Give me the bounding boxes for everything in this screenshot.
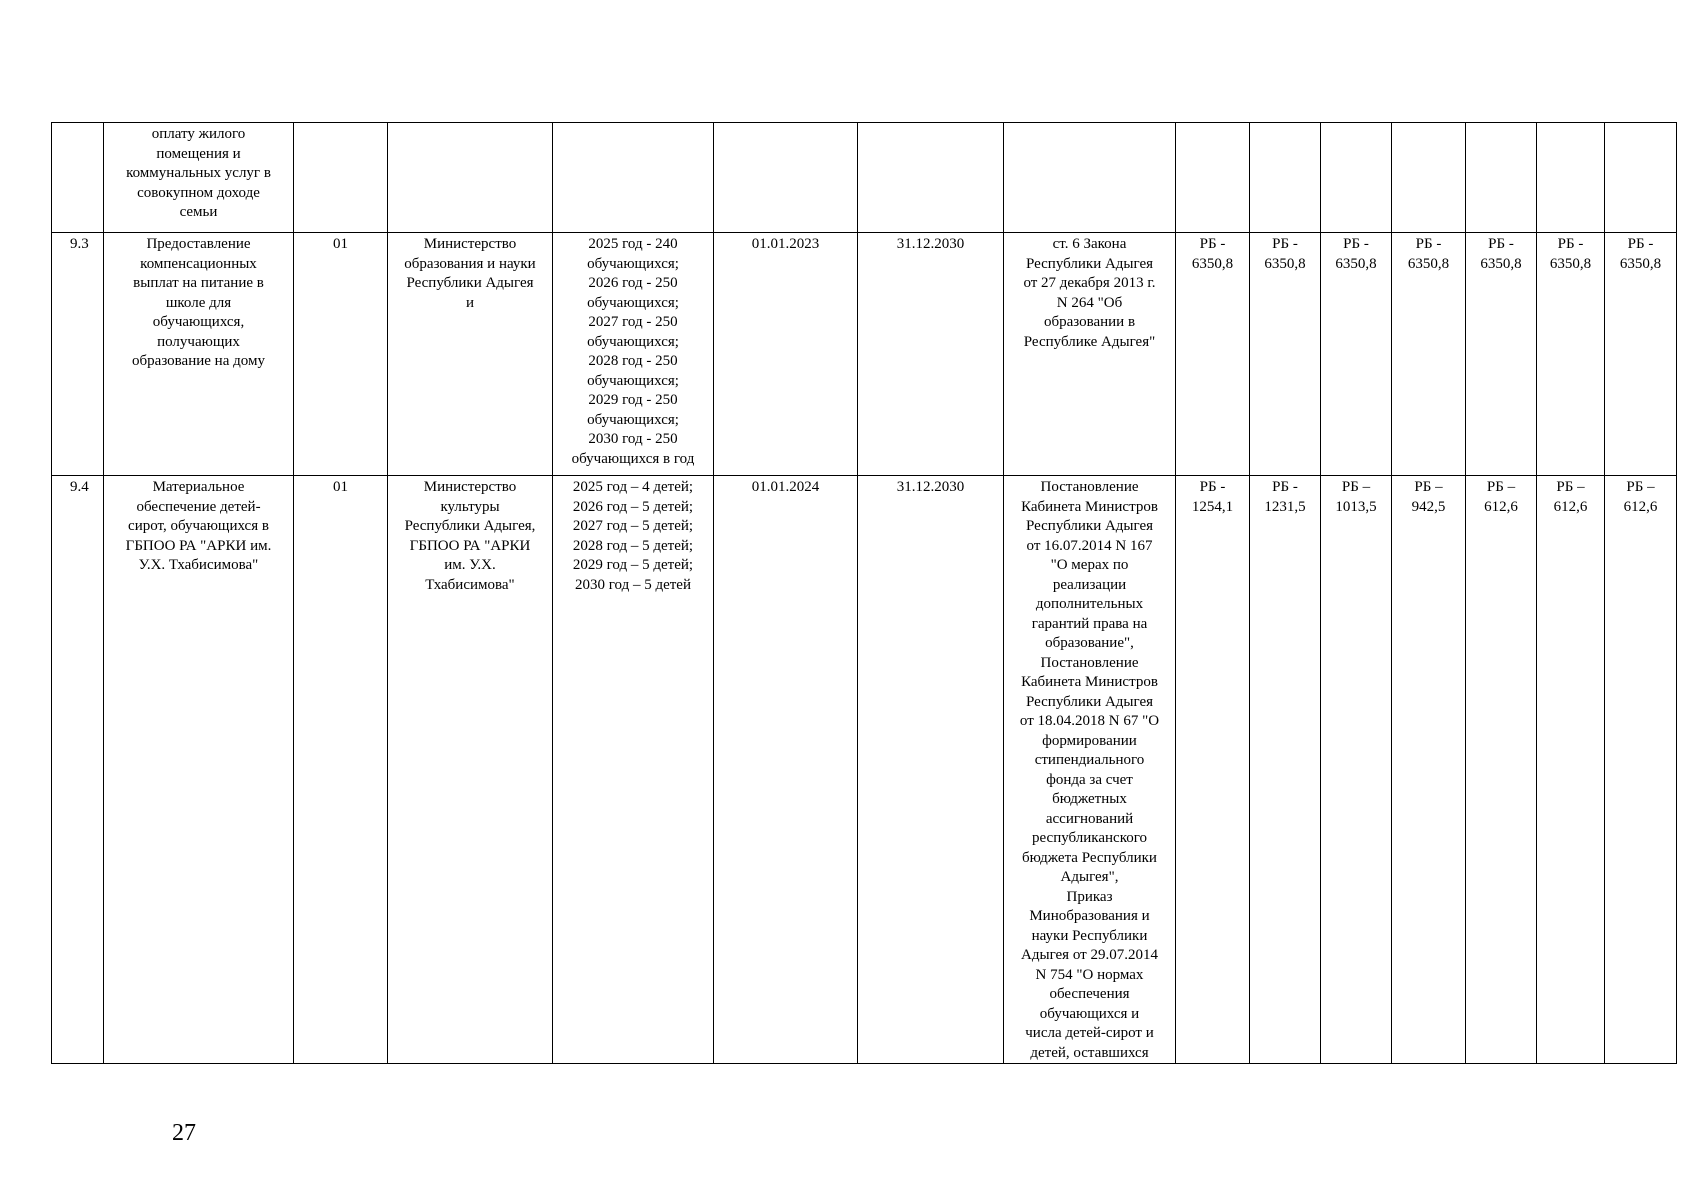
cell-funding: РБ - 6350,8 [1250, 233, 1321, 476]
table-row-9-3 [52, 233, 1677, 476]
cell-funding: РБ - 6350,8 [1537, 233, 1605, 476]
page-number: 27 [172, 1120, 196, 1146]
cell-legal-basis: Постановление Кабинета Министров Республики Адыгея от 16.07.2014 N 167 "О мерах по реализации дополнительных гарантий права на образование", Постановление Кабинета Министров Республики Адыгея от 18.04.2018 N 67 "О формировании стипендиального фонда за счет бюджетных ассигнований республиканского бюджета Республики Адыгея", Приказ Минобразования и науки Республики Адыгея от 29.07.2014 N 754 "О нормах обеспечения обучающихся и числа детей-сирот и детей, оставшихся [1004, 476, 1176, 1064]
cell-measure-name: оплату жилого помещения и коммунальных услуг в совокупном доходе семьи [104, 123, 294, 233]
cell-funding: РБ – 1013,5 [1321, 476, 1392, 1064]
cell-funding: РБ – 612,6 [1537, 476, 1605, 1064]
cell-number [52, 123, 104, 233]
cell-funding: РБ – 612,6 [1466, 476, 1537, 1064]
cell-funding: РБ - 6350,8 [1605, 233, 1677, 476]
cell-funding: РБ - 6350,8 [1176, 233, 1250, 476]
cell-recipients: 2025 год – 4 детей; 2026 год – 5 детей; 2027 год – 5 детей; 2028 год – 5 детей; 2029 год – 5 детей; 2030 год – 5 детей [553, 476, 714, 1064]
cell-measure-name: Предоставление компенсационных выплат на питание в школе для обучающихся, получающих образование на дому [104, 233, 294, 476]
cell-start-date: 01.01.2024 [714, 476, 858, 1064]
measures-table [51, 122, 1677, 1064]
cell-code: 01 [294, 233, 388, 476]
cell-executor: Министерство образования и науки Республики Адыгея и [388, 233, 553, 476]
cell-number: 9.4 [52, 476, 104, 1064]
cell-funding: РБ – 942,5 [1392, 476, 1466, 1064]
cell-end-date: 31.12.2030 [858, 233, 1004, 476]
cell-executor: Министерство культуры Республики Адыгея, ГБПОО РА "АРКИ им. У.Х. Тхабисимова" [388, 476, 553, 1064]
cell-funding: РБ - 6350,8 [1321, 233, 1392, 476]
cell-funding: РБ - 6350,8 [1466, 233, 1537, 476]
table-row-9-4 [52, 476, 1677, 1064]
cell-measure-name: Материальное обеспечение детей- сирот, обучающихся в ГБПОО РА "АРКИ им. У.Х. Тхабисимова" [104, 476, 294, 1064]
cell-end-date: 31.12.2030 [858, 476, 1004, 1064]
cell-funding: РБ - 6350,8 [1392, 233, 1466, 476]
cell-code: 01 [294, 476, 388, 1064]
cell-number: 9.3 [52, 233, 104, 476]
cell-start-date: 01.01.2023 [714, 233, 858, 476]
cell-legal-basis: ст. 6 Закона Республики Адыгея от 27 декабря 2013 г. N 264 "Об образовании в Республике Адыгея" [1004, 233, 1176, 476]
table-row-continuation [52, 123, 1677, 233]
cell-recipients: 2025 год - 240 обучающихся; 2026 год - 250 обучающихся; 2027 год - 250 обучающихся; 2028 год - 250 обучающихся; 2029 год - 250 обучающихся; 2030 год - 250 обучающихся в год [553, 233, 714, 476]
cell-funding: РБ - 1231,5 [1250, 476, 1321, 1064]
cell-funding: РБ – 612,6 [1605, 476, 1677, 1064]
cell-funding: РБ - 1254,1 [1176, 476, 1250, 1064]
